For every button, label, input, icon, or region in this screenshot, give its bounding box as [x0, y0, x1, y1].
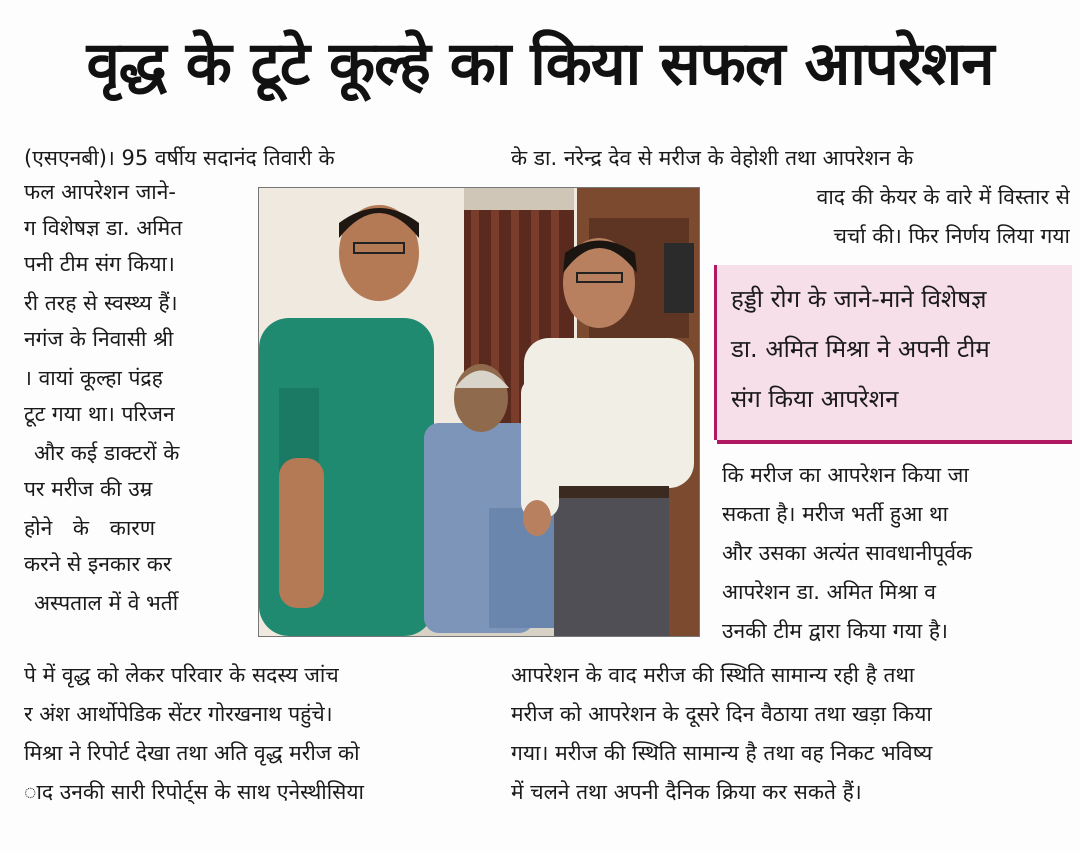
text-line: वाद की केयर के वारे में विस्तार से [816, 185, 1070, 209]
text-line: मिश्रा ने रिपोर्ट देखा तथा अति वृद्ध मरीज को [24, 741, 360, 765]
text-line: होने के कारण [24, 516, 156, 540]
text-line: ग विशेषज्ञ डा. अमित [24, 216, 183, 240]
text-line: के डा. नरेन्द्र देव से मरीज के वेहोशी तथा आपरेशन के [511, 146, 914, 170]
text-line: करने से इनकार कर [24, 552, 172, 576]
text-line: आपरेशन डा. अमित मिश्रा व [722, 580, 936, 604]
pull-quote-line: हड्डी रोग के जाने-माने विशेषज्ञ [731, 285, 987, 313]
text-line: और कई डाक्टरों के [34, 441, 180, 465]
headline: वृद्ध के टूटे कूल्हे का किया सफल आपरेशन [86, 29, 994, 99]
text-line: अस्पताल में वे भर्ती [34, 591, 179, 615]
text-line: मरीज को आपरेशन के दूसरे दिन वैठाया तथा खड़ा किया [511, 702, 932, 726]
text-line: ाद उनकी सारी रिपोर्ट्स के साथ एनेस्थीसिया [24, 780, 364, 804]
text-line: री तरह से स्वस्थ्य हैं। [24, 291, 178, 315]
text-line: पनी टीम संग किया। [24, 252, 175, 276]
news-photo [258, 187, 700, 637]
pull-quote-line: संग किया आपरेशन [731, 385, 899, 413]
text-line: आपरेशन के वाद मरीज की स्थिति सामान्य रही है तथा [511, 663, 915, 687]
pull-quote-line: डा. अमित मिश्रा ने अपनी टीम [731, 335, 990, 363]
text-line: और उसका अत्यंत सावधानीपूर्वक [722, 541, 973, 565]
text-line: फल आपरेशन जाने- [24, 180, 176, 204]
text-line: उनकी टीम द्वारा किया गया है। [722, 619, 948, 643]
text-line: टूट गया था। परिजन [24, 402, 175, 426]
text-line: में चलने तथा अपनी दैनिक क्रिया कर सकते हैं। [511, 780, 862, 804]
pull-quote [714, 265, 1072, 440]
text-line: गया। मरीज की स्थिति सामान्य है तथा वह निकट भविष्य [511, 741, 933, 765]
text-line: र अंश आर्थोपेडिक सेंटर गोरखनाथ पहुंचे। [24, 702, 333, 726]
pull-quote-underline [717, 440, 1072, 444]
text-line: । वायां कूल्हा पंद्रह [24, 366, 163, 390]
text-line: सकता है। मरीज भर्ती हुआ था [722, 502, 949, 526]
text-line: चर्चा की। फिर निर्णय लिया गया [833, 224, 1070, 248]
text-line: पर मरीज की उम्र [24, 477, 153, 501]
text-line: पे में वृद्ध को लेकर परिवार के सदस्य जांच [24, 663, 339, 687]
text-line: (एसएनबी)। 95 वर्षीय सदानंद तिवारी के [24, 146, 335, 170]
text-line: कि मरीज का आपरेशन किया जा [722, 463, 969, 487]
text-line: नगंज के निवासी श्री [24, 327, 174, 351]
